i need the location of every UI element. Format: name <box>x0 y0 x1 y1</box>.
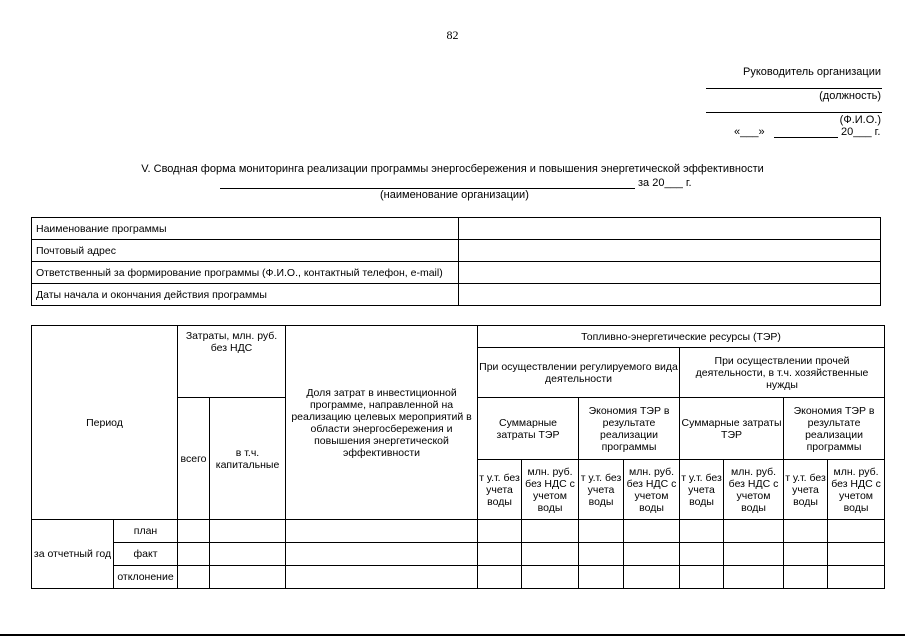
unit-tut: т у.т. без учета воды <box>680 460 724 520</box>
unit-tut: т у.т. без учета воды <box>478 460 522 520</box>
monitoring-table <box>31 325 885 589</box>
info-label: Даты начала и окончания действия программы <box>32 284 459 306</box>
title-year: за 20___ г. <box>638 177 692 189</box>
other-header: При осуществлении прочей деятельности, в т.ч. хозяйственные нужды <box>680 348 885 398</box>
cell[interactable] <box>286 566 478 589</box>
info-label: Наименование программы <box>32 218 459 240</box>
period-header: Период <box>32 326 178 520</box>
form-title: V. Сводная форма мониторинга реализации программы энергосбережения и повышения энергетической эффективности <box>141 163 764 175</box>
info-row <box>32 284 881 306</box>
fio-caption: (Ф.И.О.) <box>839 114 881 126</box>
cell[interactable] <box>522 566 579 589</box>
position-caption: (должность) <box>819 90 881 102</box>
cell[interactable] <box>828 520 885 543</box>
cell[interactable] <box>680 520 724 543</box>
cell[interactable] <box>784 520 828 543</box>
unit-tut: т у.т. без учета воды <box>579 460 624 520</box>
cell[interactable] <box>624 566 680 589</box>
info-value[interactable] <box>459 240 881 262</box>
info-value[interactable] <box>459 218 881 240</box>
total-header: всего <box>178 398 210 520</box>
cell[interactable] <box>478 566 522 589</box>
cell[interactable] <box>784 566 828 589</box>
unit-rub: млн. руб. без НДС с учетом воды <box>522 460 579 520</box>
info-value[interactable] <box>459 284 881 306</box>
cell[interactable] <box>828 543 885 566</box>
regulated-header: При осуществлении регулируемого вида деятельности <box>478 348 680 398</box>
year-label: за отчетный год <box>32 520 114 589</box>
cell[interactable] <box>724 566 784 589</box>
cell[interactable] <box>579 543 624 566</box>
economy-header: Экономия ТЭР в результате реализации программы <box>579 398 680 460</box>
economy-header: Экономия ТЭР в результате реализации программы <box>784 398 885 460</box>
info-row <box>32 240 881 262</box>
cell[interactable] <box>680 543 724 566</box>
cell[interactable] <box>724 520 784 543</box>
info-row <box>32 218 881 240</box>
fio-line <box>706 112 882 113</box>
info-label: Ответственный за формирование программы (Ф.И.О., контактный телефон, e-mail) <box>32 262 459 284</box>
cell[interactable] <box>210 543 286 566</box>
cell[interactable] <box>210 566 286 589</box>
date-day: «___» <box>734 126 765 138</box>
page-number: 82 <box>446 28 459 42</box>
table-row <box>32 566 885 589</box>
cell[interactable] <box>478 520 522 543</box>
row-label-fact: факт <box>114 543 178 566</box>
info-row <box>32 262 881 284</box>
program-info-table <box>31 217 881 306</box>
info-label: Почтовый адрес <box>32 240 459 262</box>
cell[interactable] <box>624 520 680 543</box>
cell[interactable] <box>210 520 286 543</box>
date-month-line <box>774 137 838 138</box>
cell[interactable] <box>579 566 624 589</box>
cell[interactable] <box>478 543 522 566</box>
cell[interactable] <box>178 520 210 543</box>
row-label-deviation: отклонение <box>114 566 178 589</box>
position-line <box>706 88 882 89</box>
cell[interactable] <box>828 566 885 589</box>
capital-header: в т.ч. капитальные <box>210 398 286 520</box>
org-name-caption: (наименование организации) <box>380 189 529 201</box>
cell[interactable] <box>724 543 784 566</box>
info-value[interactable] <box>459 262 881 284</box>
page-bottom-rule <box>0 634 905 636</box>
head-label: Руководитель организации <box>742 66 881 78</box>
date-year: 20___ г. <box>841 126 881 138</box>
cell[interactable] <box>286 543 478 566</box>
total-costs-header: Суммарные затраты ТЭР <box>478 398 579 460</box>
unit-tut: т у.т. без учета воды <box>784 460 828 520</box>
row-label-plan: план <box>114 520 178 543</box>
cell[interactable] <box>680 566 724 589</box>
table-row <box>32 543 885 566</box>
costs-header: Затраты, млн. руб. без НДС <box>178 326 286 398</box>
table-row <box>32 520 885 543</box>
cell[interactable] <box>784 543 828 566</box>
cell[interactable] <box>286 520 478 543</box>
cell[interactable] <box>178 543 210 566</box>
unit-rub: млн. руб. без НДС с учетом воды <box>724 460 784 520</box>
cell[interactable] <box>522 520 579 543</box>
cell[interactable] <box>522 543 579 566</box>
ter-header: Топливно-энергетические ресурсы (ТЭР) <box>478 326 885 348</box>
cell[interactable] <box>624 543 680 566</box>
share-header: Доля затрат в инвестиционной программе, направленной на реализацию целевых мероприятий в области энергосбережения и повышения энергетической эффективности <box>286 326 478 520</box>
cell[interactable] <box>178 566 210 589</box>
unit-rub: млн. руб. без НДС с учетом воды <box>624 460 680 520</box>
total-costs-header: Суммарные затраты ТЭР <box>680 398 784 460</box>
cell[interactable] <box>579 520 624 543</box>
unit-rub: млн. руб. без НДС с учетом воды <box>828 460 885 520</box>
